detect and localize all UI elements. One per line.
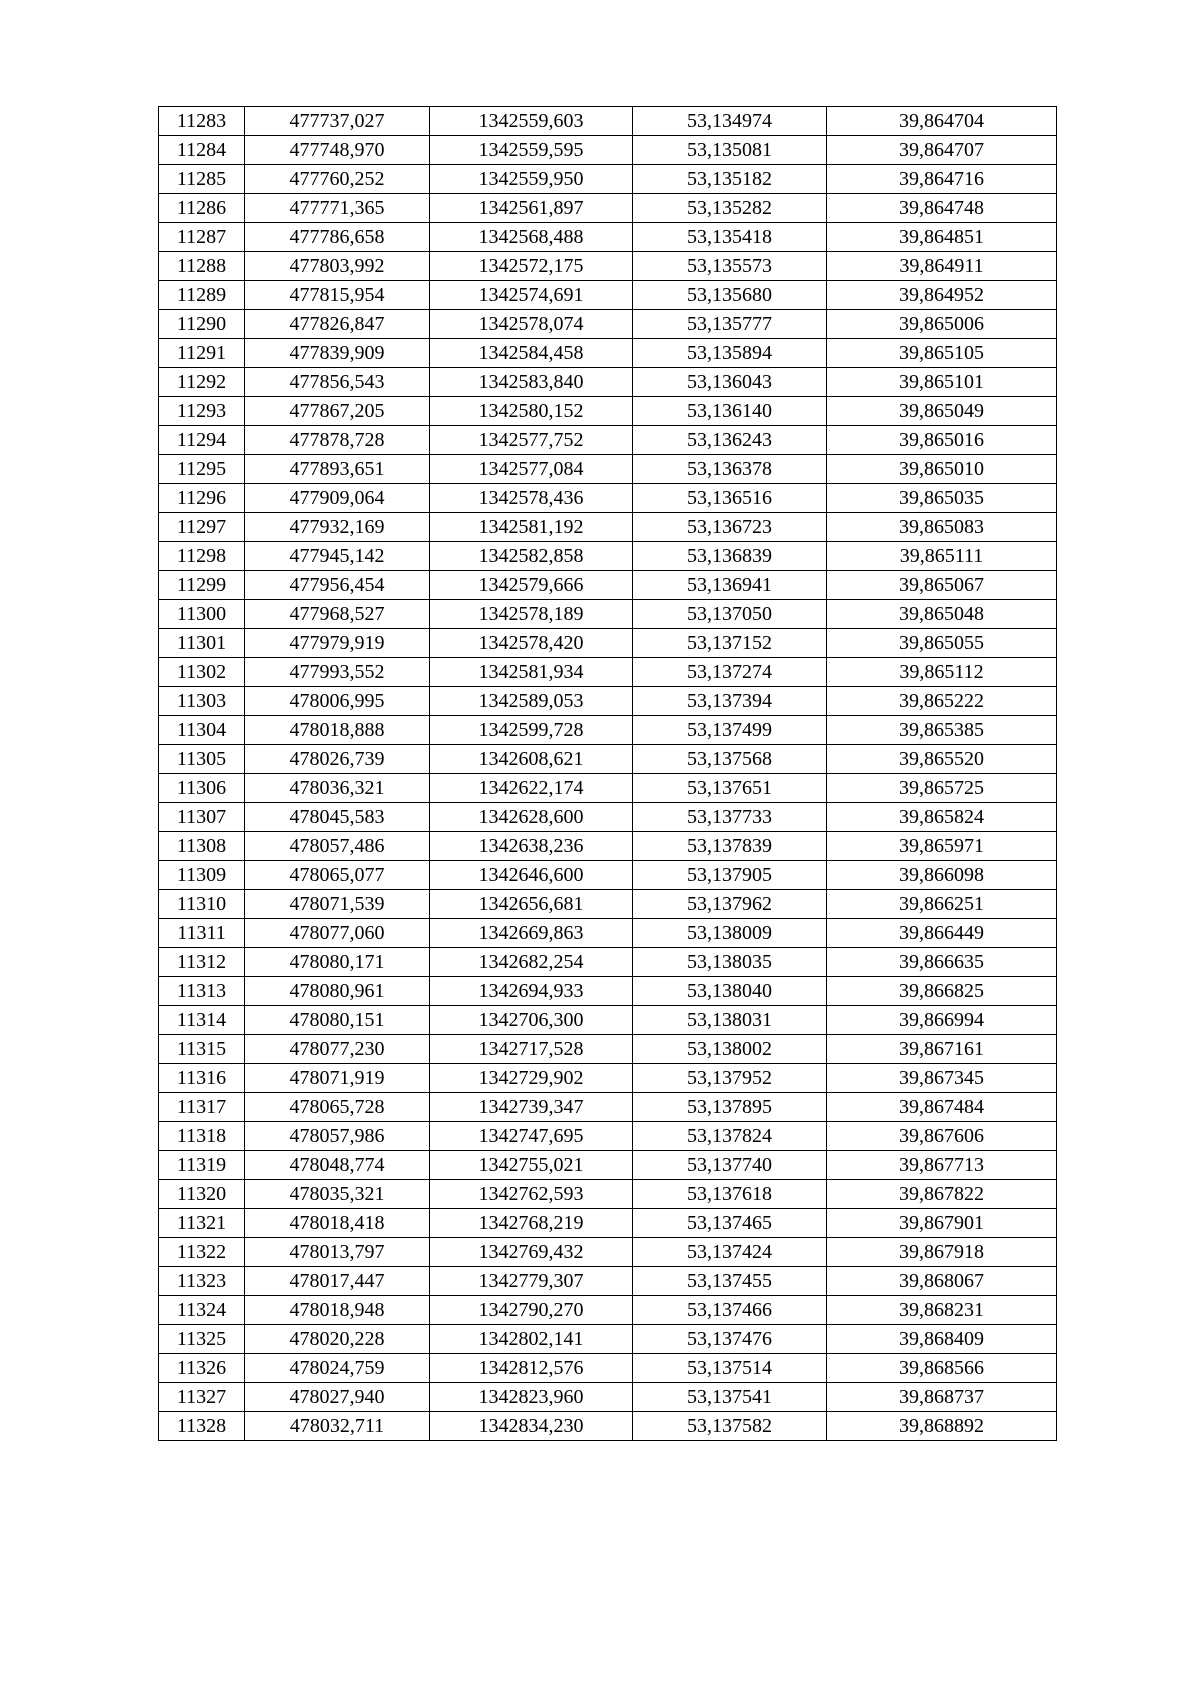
cell-point-number: 11299 (159, 571, 245, 600)
cell-longitude: 39,866098 (827, 861, 1057, 890)
cell-longitude: 39,865048 (827, 600, 1057, 629)
cell-longitude: 39,864704 (827, 107, 1057, 136)
cell-latitude: 53,137651 (633, 774, 827, 803)
cell-point-number: 11310 (159, 890, 245, 919)
cell-x: 478027,940 (245, 1383, 430, 1412)
cell-y: 1342572,175 (430, 252, 633, 281)
cell-y: 1342578,074 (430, 310, 633, 339)
table-row (159, 1412, 1057, 1441)
cell-x: 477815,954 (245, 281, 430, 310)
cell-longitude: 39,866994 (827, 1006, 1057, 1035)
cell-longitude: 39,868231 (827, 1296, 1057, 1325)
cell-latitude: 53,137455 (633, 1267, 827, 1296)
cell-x: 478018,948 (245, 1296, 430, 1325)
cell-x: 478080,171 (245, 948, 430, 977)
cell-y: 1342762,593 (430, 1180, 633, 1209)
table-row (159, 571, 1057, 600)
cell-point-number: 11283 (159, 107, 245, 136)
table-row (159, 339, 1057, 368)
cell-y: 1342578,420 (430, 629, 633, 658)
table-row (159, 1296, 1057, 1325)
table-row (159, 194, 1057, 223)
cell-y: 1342574,691 (430, 281, 633, 310)
cell-point-number: 11317 (159, 1093, 245, 1122)
cell-latitude: 53,136839 (633, 542, 827, 571)
cell-longitude: 39,865222 (827, 687, 1057, 716)
cell-point-number: 11326 (159, 1354, 245, 1383)
cell-y: 1342578,189 (430, 600, 633, 629)
cell-latitude: 53,135894 (633, 339, 827, 368)
table-row (159, 1383, 1057, 1412)
cell-longitude: 39,867713 (827, 1151, 1057, 1180)
cell-point-number: 11294 (159, 426, 245, 455)
cell-longitude: 39,868409 (827, 1325, 1057, 1354)
cell-latitude: 53,137476 (633, 1325, 827, 1354)
cell-y: 1342599,728 (430, 716, 633, 745)
cell-point-number: 11292 (159, 368, 245, 397)
cell-point-number: 11314 (159, 1006, 245, 1035)
cell-latitude: 53,135573 (633, 252, 827, 281)
table-row (159, 1354, 1057, 1383)
cell-latitude: 53,137424 (633, 1238, 827, 1267)
cell-point-number: 11328 (159, 1412, 245, 1441)
cell-y: 1342577,752 (430, 426, 633, 455)
cell-latitude: 53,137466 (633, 1296, 827, 1325)
cell-latitude: 53,135182 (633, 165, 827, 194)
cell-y: 1342582,858 (430, 542, 633, 571)
cell-latitude: 53,136243 (633, 426, 827, 455)
cell-x: 477771,365 (245, 194, 430, 223)
cell-y: 1342755,021 (430, 1151, 633, 1180)
cell-x: 477737,027 (245, 107, 430, 136)
cell-longitude: 39,865824 (827, 803, 1057, 832)
cell-point-number: 11318 (159, 1122, 245, 1151)
cell-x: 477956,454 (245, 571, 430, 600)
cell-x: 477856,543 (245, 368, 430, 397)
cell-point-number: 11289 (159, 281, 245, 310)
table-row (159, 1151, 1057, 1180)
table-row (159, 832, 1057, 861)
cell-longitude: 39,864748 (827, 194, 1057, 223)
cell-x: 477979,919 (245, 629, 430, 658)
cell-y: 1342581,192 (430, 513, 633, 542)
cell-latitude: 53,134974 (633, 107, 827, 136)
cell-x: 478065,077 (245, 861, 430, 890)
table-row (159, 774, 1057, 803)
cell-latitude: 53,137582 (633, 1412, 827, 1441)
cell-x: 478036,321 (245, 774, 430, 803)
cell-x: 478080,961 (245, 977, 430, 1006)
cell-x: 478057,986 (245, 1122, 430, 1151)
cell-point-number: 11284 (159, 136, 245, 165)
cell-y: 1342583,840 (430, 368, 633, 397)
cell-longitude: 39,866825 (827, 977, 1057, 1006)
cell-latitude: 53,137618 (633, 1180, 827, 1209)
cell-longitude: 39,865112 (827, 658, 1057, 687)
cell-point-number: 11287 (159, 223, 245, 252)
cell-point-number: 11322 (159, 1238, 245, 1267)
table-row (159, 745, 1057, 774)
cell-x: 478026,739 (245, 745, 430, 774)
cell-longitude: 39,864952 (827, 281, 1057, 310)
cell-x: 478017,447 (245, 1267, 430, 1296)
table-row (159, 629, 1057, 658)
cell-y: 1342739,347 (430, 1093, 633, 1122)
cell-longitude: 39,865006 (827, 310, 1057, 339)
cell-latitude: 53,136043 (633, 368, 827, 397)
cell-point-number: 11296 (159, 484, 245, 513)
table-row (159, 803, 1057, 832)
cell-y: 1342559,603 (430, 107, 633, 136)
cell-latitude: 53,135081 (633, 136, 827, 165)
cell-longitude: 39,866449 (827, 919, 1057, 948)
cell-x: 478024,759 (245, 1354, 430, 1383)
cell-point-number: 11312 (159, 948, 245, 977)
cell-longitude: 39,867606 (827, 1122, 1057, 1151)
cell-latitude: 53,135777 (633, 310, 827, 339)
cell-y: 1342706,300 (430, 1006, 633, 1035)
cell-y: 1342580,152 (430, 397, 633, 426)
cell-latitude: 53,137740 (633, 1151, 827, 1180)
cell-latitude: 53,136140 (633, 397, 827, 426)
cell-longitude: 39,868892 (827, 1412, 1057, 1441)
table-row (159, 484, 1057, 513)
cell-latitude: 53,137568 (633, 745, 827, 774)
cell-point-number: 11291 (159, 339, 245, 368)
cell-x: 477878,728 (245, 426, 430, 455)
cell-y: 1342682,254 (430, 948, 633, 977)
cell-latitude: 53,138035 (633, 948, 827, 977)
cell-longitude: 39,865035 (827, 484, 1057, 513)
cell-longitude: 39,864707 (827, 136, 1057, 165)
cell-latitude: 53,137733 (633, 803, 827, 832)
cell-point-number: 11286 (159, 194, 245, 223)
cell-y: 1342581,934 (430, 658, 633, 687)
cell-point-number: 11313 (159, 977, 245, 1006)
cell-x: 477786,658 (245, 223, 430, 252)
table-row (159, 281, 1057, 310)
table-row (159, 165, 1057, 194)
table-row (159, 1180, 1057, 1209)
cell-latitude: 53,137465 (633, 1209, 827, 1238)
cell-latitude: 53,137541 (633, 1383, 827, 1412)
cell-latitude: 53,135282 (633, 194, 827, 223)
cell-x: 477993,552 (245, 658, 430, 687)
table-row (159, 455, 1057, 484)
cell-y: 1342747,695 (430, 1122, 633, 1151)
table-row (159, 1122, 1057, 1151)
table-row (159, 310, 1057, 339)
cell-x: 478045,583 (245, 803, 430, 832)
cell-latitude: 53,136378 (633, 455, 827, 484)
cell-point-number: 11311 (159, 919, 245, 948)
cell-point-number: 11298 (159, 542, 245, 571)
cell-longitude: 39,867901 (827, 1209, 1057, 1238)
cell-longitude: 39,865010 (827, 455, 1057, 484)
cell-latitude: 53,137905 (633, 861, 827, 890)
cell-y: 1342589,053 (430, 687, 633, 716)
cell-point-number: 11323 (159, 1267, 245, 1296)
cell-point-number: 11295 (159, 455, 245, 484)
cell-y: 1342608,621 (430, 745, 633, 774)
cell-longitude: 39,864851 (827, 223, 1057, 252)
cell-latitude: 53,137499 (633, 716, 827, 745)
cell-point-number: 11302 (159, 658, 245, 687)
cell-longitude: 39,866251 (827, 890, 1057, 919)
table-row (159, 1064, 1057, 1093)
cell-latitude: 53,135418 (633, 223, 827, 252)
cell-x: 477932,169 (245, 513, 430, 542)
cell-y: 1342779,307 (430, 1267, 633, 1296)
coordinates-table (158, 106, 1057, 1441)
cell-y: 1342622,174 (430, 774, 633, 803)
cell-longitude: 39,868737 (827, 1383, 1057, 1412)
table-row (159, 687, 1057, 716)
cell-longitude: 39,865725 (827, 774, 1057, 803)
table-row (159, 368, 1057, 397)
cell-y: 1342823,960 (430, 1383, 633, 1412)
cell-x: 477945,142 (245, 542, 430, 571)
cell-latitude: 53,135680 (633, 281, 827, 310)
cell-point-number: 11290 (159, 310, 245, 339)
cell-y: 1342579,666 (430, 571, 633, 600)
cell-point-number: 11293 (159, 397, 245, 426)
cell-latitude: 53,136516 (633, 484, 827, 513)
cell-longitude: 39,865101 (827, 368, 1057, 397)
cell-y: 1342729,902 (430, 1064, 633, 1093)
cell-latitude: 53,138002 (633, 1035, 827, 1064)
cell-latitude: 53,137952 (633, 1064, 827, 1093)
cell-x: 478018,418 (245, 1209, 430, 1238)
cell-y: 1342561,897 (430, 194, 633, 223)
cell-latitude: 53,138040 (633, 977, 827, 1006)
cell-x: 477826,847 (245, 310, 430, 339)
table-row (159, 426, 1057, 455)
cell-latitude: 53,137050 (633, 600, 827, 629)
cell-x: 478080,151 (245, 1006, 430, 1035)
cell-x: 478077,060 (245, 919, 430, 948)
cell-y: 1342802,141 (430, 1325, 633, 1354)
cell-x: 478018,888 (245, 716, 430, 745)
table-row (159, 542, 1057, 571)
table-row (159, 1325, 1057, 1354)
cell-point-number: 11307 (159, 803, 245, 832)
cell-longitude: 39,865067 (827, 571, 1057, 600)
table-row (159, 716, 1057, 745)
cell-point-number: 11309 (159, 861, 245, 890)
table-row (159, 1006, 1057, 1035)
cell-longitude: 39,867822 (827, 1180, 1057, 1209)
table-row (159, 223, 1057, 252)
cell-point-number: 11288 (159, 252, 245, 281)
cell-latitude: 53,138009 (633, 919, 827, 948)
cell-x: 478071,919 (245, 1064, 430, 1093)
cell-point-number: 11316 (159, 1064, 245, 1093)
table-row (159, 861, 1057, 890)
cell-latitude: 53,137895 (633, 1093, 827, 1122)
cell-longitude: 39,864911 (827, 252, 1057, 281)
cell-x: 478032,711 (245, 1412, 430, 1441)
cell-point-number: 11306 (159, 774, 245, 803)
cell-y: 1342694,933 (430, 977, 633, 1006)
cell-y: 1342656,681 (430, 890, 633, 919)
cell-y: 1342577,084 (430, 455, 633, 484)
cell-point-number: 11315 (159, 1035, 245, 1064)
cell-y: 1342578,436 (430, 484, 633, 513)
cell-point-number: 11300 (159, 600, 245, 629)
cell-longitude: 39,865520 (827, 745, 1057, 774)
cell-longitude: 39,864716 (827, 165, 1057, 194)
cell-latitude: 53,136723 (633, 513, 827, 542)
table-row (159, 397, 1057, 426)
cell-y: 1342669,863 (430, 919, 633, 948)
cell-point-number: 11327 (159, 1383, 245, 1412)
cell-y: 1342628,600 (430, 803, 633, 832)
cell-latitude: 53,137152 (633, 629, 827, 658)
cell-x: 478020,228 (245, 1325, 430, 1354)
cell-longitude: 39,865971 (827, 832, 1057, 861)
table-row (159, 919, 1057, 948)
cell-point-number: 11324 (159, 1296, 245, 1325)
cell-latitude: 53,137824 (633, 1122, 827, 1151)
cell-longitude: 39,865016 (827, 426, 1057, 455)
cell-x: 477760,252 (245, 165, 430, 194)
cell-y: 1342790,270 (430, 1296, 633, 1325)
cell-point-number: 11297 (159, 513, 245, 542)
table-row (159, 600, 1057, 629)
cell-point-number: 11303 (159, 687, 245, 716)
cell-latitude: 53,137394 (633, 687, 827, 716)
table-row (159, 252, 1057, 281)
cell-x: 478071,539 (245, 890, 430, 919)
table-row (159, 890, 1057, 919)
cell-x: 478035,321 (245, 1180, 430, 1209)
cell-x: 478057,486 (245, 832, 430, 861)
cell-point-number: 11301 (159, 629, 245, 658)
cell-x: 477839,909 (245, 339, 430, 368)
cell-y: 1342768,219 (430, 1209, 633, 1238)
cell-longitude: 39,865385 (827, 716, 1057, 745)
cell-y: 1342812,576 (430, 1354, 633, 1383)
cell-latitude: 53,137514 (633, 1354, 827, 1383)
cell-latitude: 53,137839 (633, 832, 827, 861)
cell-y: 1342584,458 (430, 339, 633, 368)
cell-longitude: 39,867161 (827, 1035, 1057, 1064)
cell-point-number: 11320 (159, 1180, 245, 1209)
cell-point-number: 11285 (159, 165, 245, 194)
table-row (159, 136, 1057, 165)
cell-point-number: 11325 (159, 1325, 245, 1354)
cell-y: 1342769,432 (430, 1238, 633, 1267)
cell-y: 1342646,600 (430, 861, 633, 890)
cell-point-number: 11305 (159, 745, 245, 774)
cell-y: 1342834,230 (430, 1412, 633, 1441)
cell-longitude: 39,867484 (827, 1093, 1057, 1122)
cell-x: 477968,527 (245, 600, 430, 629)
cell-latitude: 53,138031 (633, 1006, 827, 1035)
cell-x: 477748,970 (245, 136, 430, 165)
cell-longitude: 39,867345 (827, 1064, 1057, 1093)
cell-longitude: 39,865105 (827, 339, 1057, 368)
cell-y: 1342568,488 (430, 223, 633, 252)
cell-point-number: 11319 (159, 1151, 245, 1180)
cell-x: 478065,728 (245, 1093, 430, 1122)
cell-x: 477803,992 (245, 252, 430, 281)
cell-longitude: 39,865111 (827, 542, 1057, 571)
cell-x: 477909,064 (245, 484, 430, 513)
table-row (159, 977, 1057, 1006)
table-row (159, 1209, 1057, 1238)
cell-x: 478077,230 (245, 1035, 430, 1064)
cell-y: 1342638,236 (430, 832, 633, 861)
cell-latitude: 53,137962 (633, 890, 827, 919)
cell-x: 478006,995 (245, 687, 430, 716)
cell-x: 478048,774 (245, 1151, 430, 1180)
cell-longitude: 39,868067 (827, 1267, 1057, 1296)
cell-y: 1342717,528 (430, 1035, 633, 1064)
table-row (159, 513, 1057, 542)
table-row (159, 948, 1057, 977)
cell-longitude: 39,868566 (827, 1354, 1057, 1383)
cell-longitude: 39,865049 (827, 397, 1057, 426)
table-row (159, 1267, 1057, 1296)
cell-latitude: 53,136941 (633, 571, 827, 600)
cell-x: 478013,797 (245, 1238, 430, 1267)
cell-point-number: 11304 (159, 716, 245, 745)
cell-longitude: 39,866635 (827, 948, 1057, 977)
cell-y: 1342559,595 (430, 136, 633, 165)
table-row (159, 1035, 1057, 1064)
cell-longitude: 39,867918 (827, 1238, 1057, 1267)
table-row (159, 107, 1057, 136)
coordinates-table-body (159, 107, 1057, 1441)
cell-latitude: 53,137274 (633, 658, 827, 687)
cell-point-number: 11321 (159, 1209, 245, 1238)
table-row (159, 1238, 1057, 1267)
cell-longitude: 39,865083 (827, 513, 1057, 542)
cell-longitude: 39,865055 (827, 629, 1057, 658)
cell-x: 477867,205 (245, 397, 430, 426)
cell-point-number: 11308 (159, 832, 245, 861)
cell-y: 1342559,950 (430, 165, 633, 194)
cell-x: 477893,651 (245, 455, 430, 484)
table-row (159, 658, 1057, 687)
table-row (159, 1093, 1057, 1122)
